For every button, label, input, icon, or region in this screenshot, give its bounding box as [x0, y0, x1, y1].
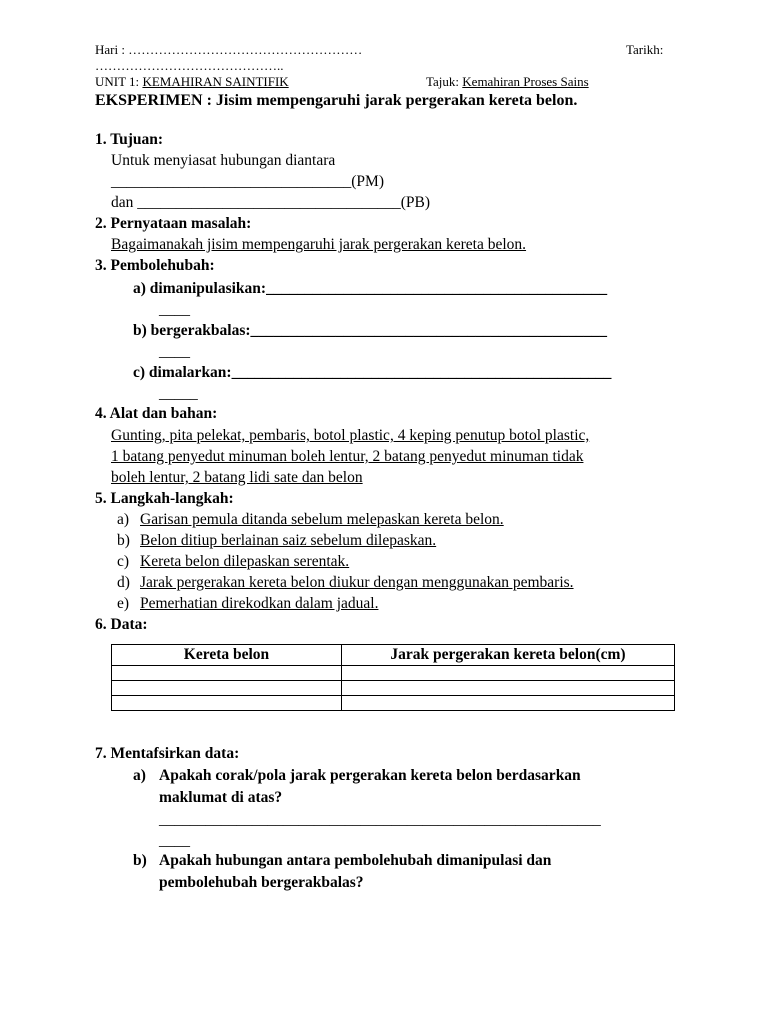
alat-line1: Gunting, pita pelekat, pembaris, botol plastic, 4 keping penutup botol plastic, — [111, 427, 590, 444]
table-cell[interactable] — [342, 681, 675, 696]
tarikh-label: Tarikh: — [626, 42, 664, 57]
table-cell[interactable] — [112, 696, 342, 711]
unit-line — [95, 74, 289, 90]
table-row — [112, 681, 675, 696]
tajuk-title: Kemahiran Proses Sains — [462, 74, 589, 89]
langkah-step-e: Pemerhatian direkodkan dalam jadual. — [140, 595, 379, 612]
unit-prefix: UNIT 1: — [95, 74, 143, 89]
table-header-jarak: Jarak pergerakan kereta belon(cm) — [342, 645, 675, 666]
masalah-heading: 2. Pernyataan masalah: — [95, 215, 252, 232]
table-header-kereta: Kereta belon — [112, 645, 342, 666]
tujuan-heading: 1. Tujuan: — [95, 131, 164, 148]
langkah-label-e: e) — [117, 595, 130, 612]
question-a-answer-cont: ____ — [159, 832, 190, 849]
table-cell[interactable] — [342, 666, 675, 681]
alat-line3: boleh lentur, 2 batang lidi sate dan belon — [111, 469, 363, 486]
experiment-title: EKSPERIMEN : Jisim mempengaruhi jarak pergerakan kereta belon. — [95, 92, 578, 109]
dotted-line: …………………………………….. — [95, 58, 284, 73]
question-b-label: b) — [133, 852, 147, 869]
pembolehubah-bergerakbalas-cont: ____ — [159, 343, 190, 360]
pembolehubah-dimalarkan-cont: _____ — [159, 385, 198, 402]
langkah-step-a: Garisan pemula ditanda sebelum melepaskan kereta belon. — [140, 511, 504, 528]
tujuan-line1: Untuk menyiasat hubungan diantara — [111, 152, 336, 169]
langkah-step-c: Kereta belon dilepaskan serentak. — [140, 553, 350, 570]
pembolehubah-heading: 3. Pembolehubah: — [95, 257, 215, 274]
pembolehubah-manipulasi-cont: ____ — [159, 301, 190, 318]
hari-field: Hari : ……………………………………………… — [95, 42, 363, 57]
data-heading: 6. Data: — [95, 616, 148, 633]
langkah-label-b: b) — [117, 532, 130, 549]
table-row — [112, 696, 675, 711]
langkah-label-a: a) — [117, 511, 130, 528]
tujuan-pb-line: dan __________________________________(PB) — [111, 194, 431, 211]
question-b-line1: Apakah hubungan antara pembolehubah dimanipulasi dan — [159, 852, 552, 869]
table-cell[interactable] — [112, 681, 342, 696]
alat-heading: 4. Alat dan bahan: — [95, 405, 218, 422]
unit-title: KEMAHIRAN SAINTIFIK — [142, 74, 289, 89]
table-row — [112, 666, 675, 681]
langkah-step-d: Jarak pergerakan kereta belon diukur dengan menggunakan pembaris. — [140, 574, 574, 591]
langkah-step-b: Belon ditiup berlainan saiz sebelum dilepaskan. — [140, 532, 437, 549]
question-a-label: a) — [133, 767, 146, 784]
pembolehubah-manipulasi: a) dimanipulasikan:____________________________________________ — [133, 280, 608, 297]
table-header-row — [112, 645, 675, 666]
question-a-answer-line[interactable]: _________________________________________________________ — [159, 811, 601, 828]
tajuk-prefix: Tajuk: — [426, 74, 463, 89]
pembolehubah-bergerakbalas: b) bergerakbalas:______________________________________________ — [133, 322, 608, 339]
question-a-line2: maklumat di atas? — [159, 789, 283, 806]
pembolehubah-dimalarkan: c) dimalarkan:_________________________________________________ — [133, 364, 612, 381]
langkah-label-c: c) — [117, 553, 130, 570]
mentafsir-heading: 7. Mentafsirkan data: — [95, 745, 240, 762]
tujuan-pm-line: _______________________________(PM) — [111, 173, 384, 190]
alat-line2: 1 batang penyedut minuman boleh lentur, 2 batang penyedut minuman tidak — [111, 448, 584, 465]
question-a-line1: Apakah corak/pola jarak pergerakan kereta belon berdasarkan — [159, 767, 581, 784]
masalah-text: Bagaimanakah jisim mempengaruhi jarak pergerakan kereta belon. — [111, 236, 527, 253]
table-cell[interactable] — [112, 666, 342, 681]
langkah-heading: 5. Langkah-langkah: — [95, 490, 234, 507]
langkah-label-d: d) — [117, 574, 130, 591]
data-table — [111, 644, 675, 711]
question-b-line2: pembolehubah bergerakbalas? — [159, 874, 364, 891]
table-cell[interactable] — [342, 696, 675, 711]
tajuk-line — [426, 74, 589, 90]
